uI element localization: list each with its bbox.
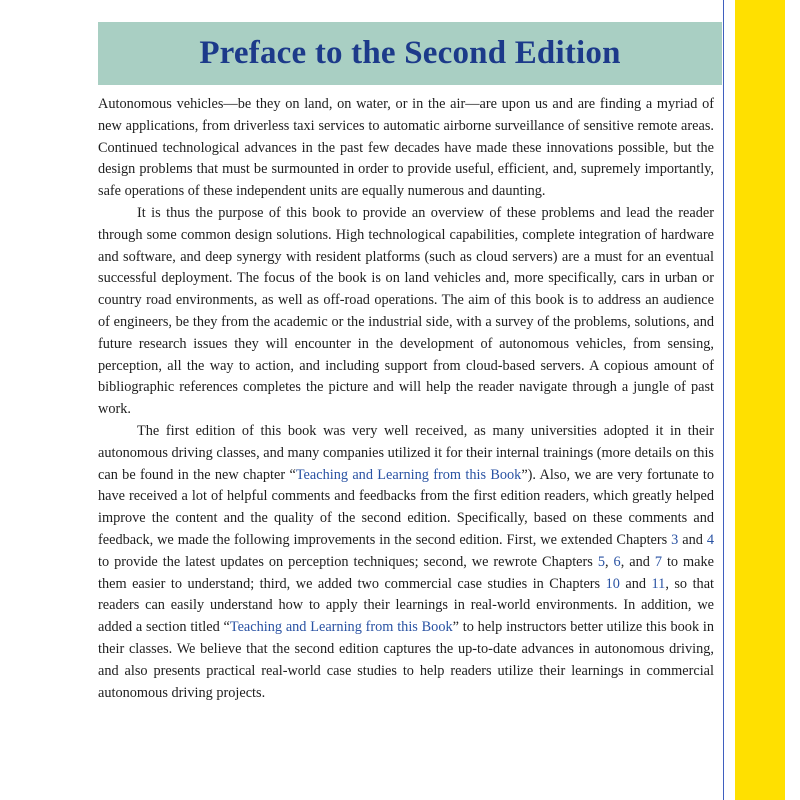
text-run: , so that readers can easily understand how to apply their learnings in real-world environments. In addition, we added a section titled “ bbox=[98, 575, 715, 636]
paragraph-2: It is thus the purpose of this book to provide an overview of these problems and lead the reader through some common design solutions. High technological capabilities, complete integration of hardware and software, and deep synergy with resident platforms (such as cloud servers) are a must for an eventual successful deployment. The focus of the book is on land vehicles and, more specifically, cars in urban or country road environments, as well as off-road operations. The aim of this book is to address an audience of engineers, be they from the academic or the industrial side, with a survey of the problems, solutions, and future research issues they will encounter in the development of autonomous vehicles, from sensing, perception, all the way to action, and including support from cloud-based servers. A copious amount of bibliographic references completes the picture and will help the reader navigate through a jungle of past work. bbox=[98, 204, 714, 418]
preface-body bbox=[98, 94, 714, 704]
page-title: Preface to the Second Edition bbox=[199, 35, 621, 71]
text-run: ”). Also, we are very fortunate to have received a lot of helpful comments and feedbacks from the first edition readers, which greatly helped improve the content and the quality of the second edition. Specifically, based on these comments and feedback, we made the following improvements in the second edition. First, we extended Chapters bbox=[98, 466, 715, 548]
text-run: to make them easier to understand; third, we added two commercial case studies in Chapters bbox=[98, 553, 715, 592]
link-chapter-10[interactable]: 10 bbox=[605, 575, 620, 592]
text-run: The first edition of this book was very well received, as many universities adopted it in their autonomous driving classes, and many companies utilized it for their internal trainings (more details on this can be found in the new chapter “ bbox=[98, 422, 714, 483]
side-color-bar bbox=[735, 0, 785, 800]
text-run: , and bbox=[620, 553, 655, 570]
link-chapter-7[interactable]: 7 bbox=[654, 553, 662, 570]
text-run: and bbox=[619, 575, 652, 592]
link-chapter-3[interactable]: 3 bbox=[671, 531, 679, 548]
text-run: and bbox=[678, 531, 707, 548]
title-banner bbox=[98, 22, 722, 85]
margin-rule bbox=[723, 0, 724, 800]
link-chapter-5[interactable]: 5 bbox=[597, 553, 605, 570]
text-run: to provide the latest updates on perception techniques; second, we rewrote Chapters bbox=[98, 553, 598, 570]
paragraph-3 bbox=[98, 421, 714, 704]
paragraph-1: Autonomous vehicles—be they on land, on water, or in the air—are upon us and are finding a myriad of new applications, from driverless taxi services to automatic airborne surveillance of sensitive remote areas. Continued technological advances in the past few decades have made these innovations possible, but the design problems that must be surmounted in order to provide useful, efficient, and, supremely importantly, safe operations of these independent units are equally numerous and daunting. bbox=[98, 96, 714, 200]
text-run: , bbox=[604, 553, 614, 570]
link-teaching-chapter[interactable]: Teaching and Learning from this Book bbox=[295, 466, 522, 483]
link-teaching-section[interactable]: Teaching and Learning from this Book bbox=[229, 619, 453, 636]
link-chapter-11[interactable]: 11 bbox=[651, 575, 666, 592]
text-run: ” to help instructors better utilize this book in their classes. We believe that the second edition captures the up-to-date advances in autonomous driving, and also presents practical real-world case studies to help readers utilize their learnings in commercial autonomous driving projects. bbox=[98, 619, 714, 701]
link-chapter-6[interactable]: 6 bbox=[613, 553, 621, 570]
link-chapter-4[interactable]: 4 bbox=[706, 531, 714, 548]
